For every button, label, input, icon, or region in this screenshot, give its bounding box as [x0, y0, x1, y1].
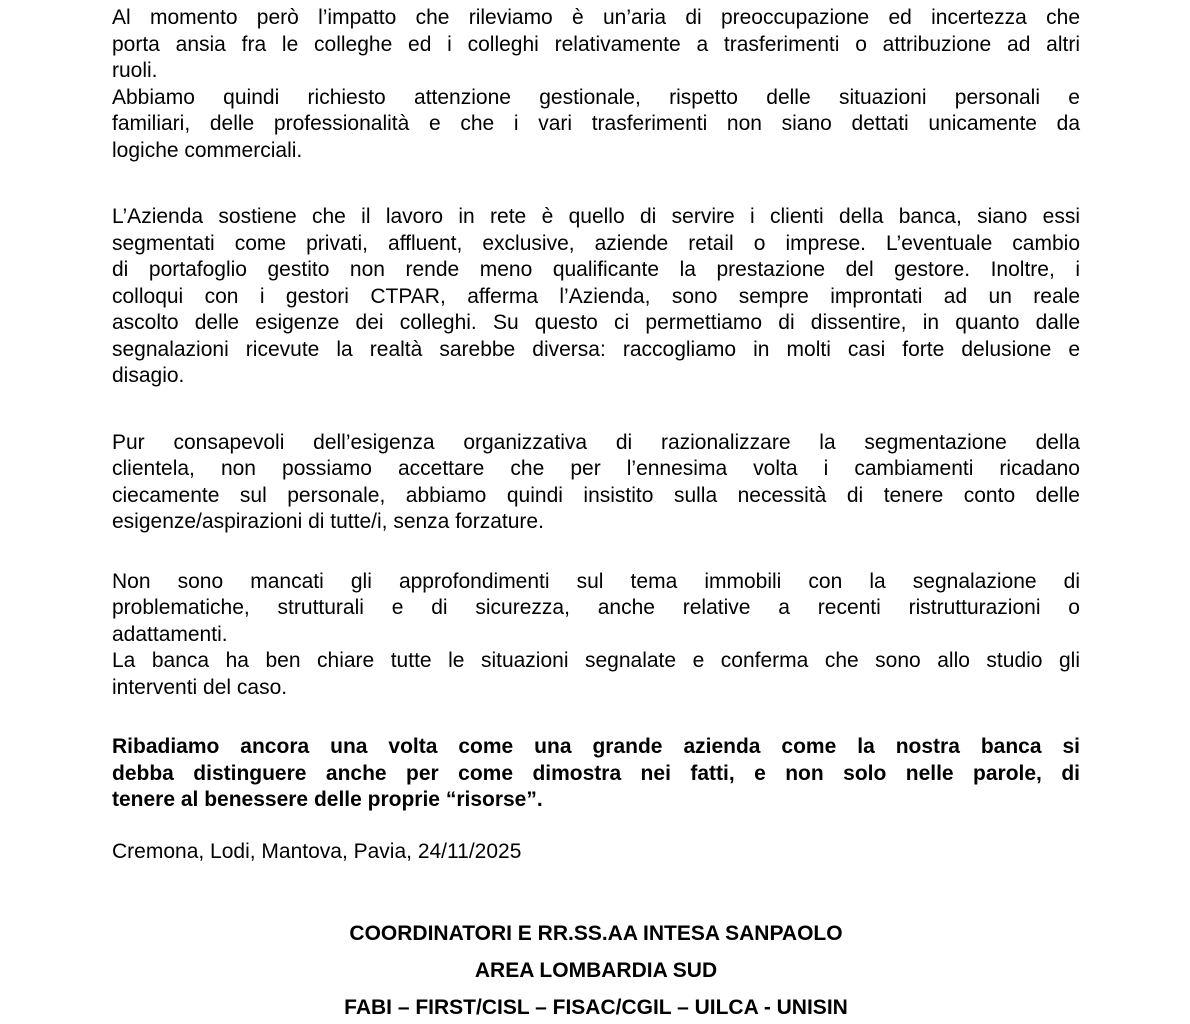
- text-line: ruoli.: [112, 59, 158, 82]
- paragraph-impatto: [112, 5, 1080, 85]
- text-line: Ribadiamo ancora una volta come una grande azienda come la nostra banca si: [112, 735, 1080, 758]
- paragraph-attenzione-gestionale: [112, 85, 1080, 165]
- text-line: clientela, non possiamo accettare che per l’ennesima volta i cambiamenti ricadano: [112, 457, 1080, 480]
- text-line: adattamenti.: [112, 622, 228, 646]
- text-line: disagio.: [112, 364, 185, 387]
- document-footer: [112, 915, 1080, 1024]
- footer-line: FABI – FIRST/CISL – FISAC/CGIL – UILCA - UNISIN: [344, 996, 848, 1019]
- text-line: Non sono mancati gli approfondimenti sul tema immobili con la segnalazione di: [112, 569, 1080, 593]
- paragraph-gap: [112, 164, 1080, 204]
- text-line: tenere al benessere delle proprie “risorse”.: [112, 788, 543, 811]
- text-line: ascolto delle esigenze dei colleghi. Su questo ci permettiamo di dissentire, in quanto dalle: [112, 311, 1080, 334]
- text-line: colloqui con i gestori CTPAR, afferma l’Azienda, sono sempre improntati ad un reale: [112, 284, 1080, 308]
- paragraph-banca-situazioni: [112, 648, 1080, 701]
- date-place-line: [112, 839, 1080, 866]
- text-line: problematiche, strutturali e di sicurezza, anche relative a recenti ristrutturazioni o: [112, 596, 1080, 619]
- footer-line: AREA LOMBARDIA SUD: [474, 959, 718, 982]
- text-line: di portafoglio gestito non rende meno qualificante la prestazione del gestore. Inoltre, i: [112, 258, 1080, 281]
- paragraph-azienda-lavoro-in-rete: [112, 204, 1080, 390]
- text-line: porta ansia fra le colleghe ed i colleghi relativamente a trasferimenti o attribuzione ad altri: [112, 32, 1080, 56]
- text-line: familiari, delle professionalità e che i vari trasferimenti non siano dettati unicamente da: [112, 112, 1080, 135]
- text-line: L’Azienda sostiene che il lavoro in rete è quello di servire i clienti della banca, siano essi: [112, 205, 1080, 228]
- text-line: debba distinguere anche per come dimostra nei fatti, e non solo nelle parole, di: [112, 761, 1080, 785]
- text-line: Cremona, Lodi, Mantova, Pavia, 24/11/2025: [112, 839, 522, 863]
- paragraph-gap: [112, 536, 1080, 569]
- paragraph-gap: [112, 865, 1080, 915]
- text-line: La banca ha ben chiare tutte le situazioni segnalate e conferma che sono allo studio gli: [112, 649, 1080, 672]
- paragraph-gap: [112, 390, 1080, 430]
- text-line: ciecamente sul personale, abbiamo quindi insistito sulla necessità di tenere conto delle: [112, 483, 1080, 507]
- paragraph-ribadiamo-bold: [112, 734, 1080, 814]
- text-line: interventi del caso.: [112, 675, 288, 699]
- text-line: esigenze/aspirazioni di tutte/i, senza forzature.: [112, 510, 544, 533]
- document-body: [112, 5, 1080, 915]
- footer-line: COORDINATORI E RR.SS.AA INTESA SANPAOLO: [349, 922, 843, 945]
- text-line: Abbiamo quindi richiesto attenzione gestionale, rispetto delle situazioni personali e: [112, 85, 1080, 109]
- text-line: logiche commerciali.: [112, 138, 303, 162]
- text-line: segnalazioni ricevute la realtà sarebbe diversa: raccogliamo in molti casi forte delusione e: [112, 337, 1080, 361]
- text-line: segmentati come privati, affluent, exclusive, aziende retail o imprese. L’eventuale cambio: [112, 231, 1080, 255]
- paragraph-gap: [112, 701, 1080, 734]
- paragraph-tema-immobili: [112, 569, 1080, 649]
- text-line: Pur consapevoli dell’esigenza organizzativa di razionalizzare la segmentazione della: [112, 430, 1080, 454]
- text-line: Al momento però l’impatto che rileviamo è un’aria di preoccupazione ed incertezza che: [112, 6, 1080, 29]
- paragraph-gap: [112, 814, 1080, 839]
- paragraph-segmentazione-clientela: [112, 430, 1080, 536]
